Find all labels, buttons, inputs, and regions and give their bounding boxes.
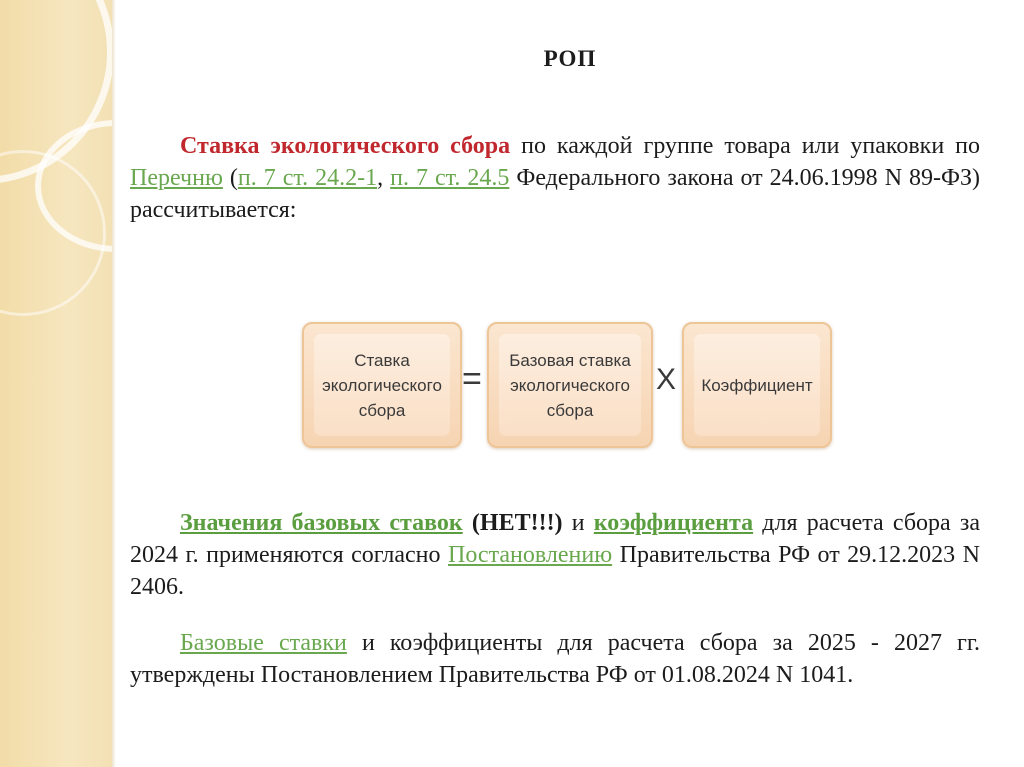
note-none: (НЕТ!!!) xyxy=(462,510,563,536)
formula-box-base-rate: Базовая ставка экологического сбора xyxy=(487,322,653,448)
link-list[interactable]: Перечню xyxy=(130,165,223,191)
paragraph-2024-rates: Значения базовых ставок (НЕТ!!!) и коэффициента для расчета сбора за 2024 г. применяются согласно Постановлению Правительства РФ от 29.12.2023 N 2406. xyxy=(130,510,981,600)
link-article-24-2-1[interactable]: п. 7 ст. 24.2-1 xyxy=(237,165,378,191)
side-panel-edge xyxy=(112,0,116,767)
intro-paragraph: Ставка экологического сбора по каждой группе товара или упаковки по Перечню (п. 7 ст. 24.2-1, п. 7 ст. 24.5 Федерального закона от 24.06.1998 N 89-ФЗ) рассчитывается: xyxy=(130,133,981,223)
link-decree[interactable]: Постановлению xyxy=(448,542,613,568)
link-base-rate-values[interactable]: Значения базовых ставок xyxy=(180,510,463,536)
formula-box-eco-fee-rate: Ставка экологического сбора xyxy=(302,322,462,448)
slide-title: РОП xyxy=(543,46,597,71)
formula-diagram xyxy=(302,322,828,444)
link-article-24-5[interactable]: п. 7 ст. 24.5 xyxy=(390,165,510,191)
term-eco-fee-rate: Ставка экологического сбора xyxy=(180,133,511,159)
multiply-sign: Х xyxy=(656,363,677,396)
decorative-side-panel xyxy=(0,0,112,767)
formula-box-coefficient: Коэффициент xyxy=(682,322,832,448)
equals-sign: = xyxy=(462,360,482,398)
paragraph-2025-2027-rates: Базовые ставки и коэффициенты для расчета сбора за 2025 - 2027 гг. утверждены Постановлением Правительства РФ от 01.08.2024 N 1041. xyxy=(130,630,980,688)
link-base-rates[interactable]: Базовые ставки xyxy=(180,630,347,656)
link-coefficient[interactable]: коэффициента xyxy=(593,510,754,536)
